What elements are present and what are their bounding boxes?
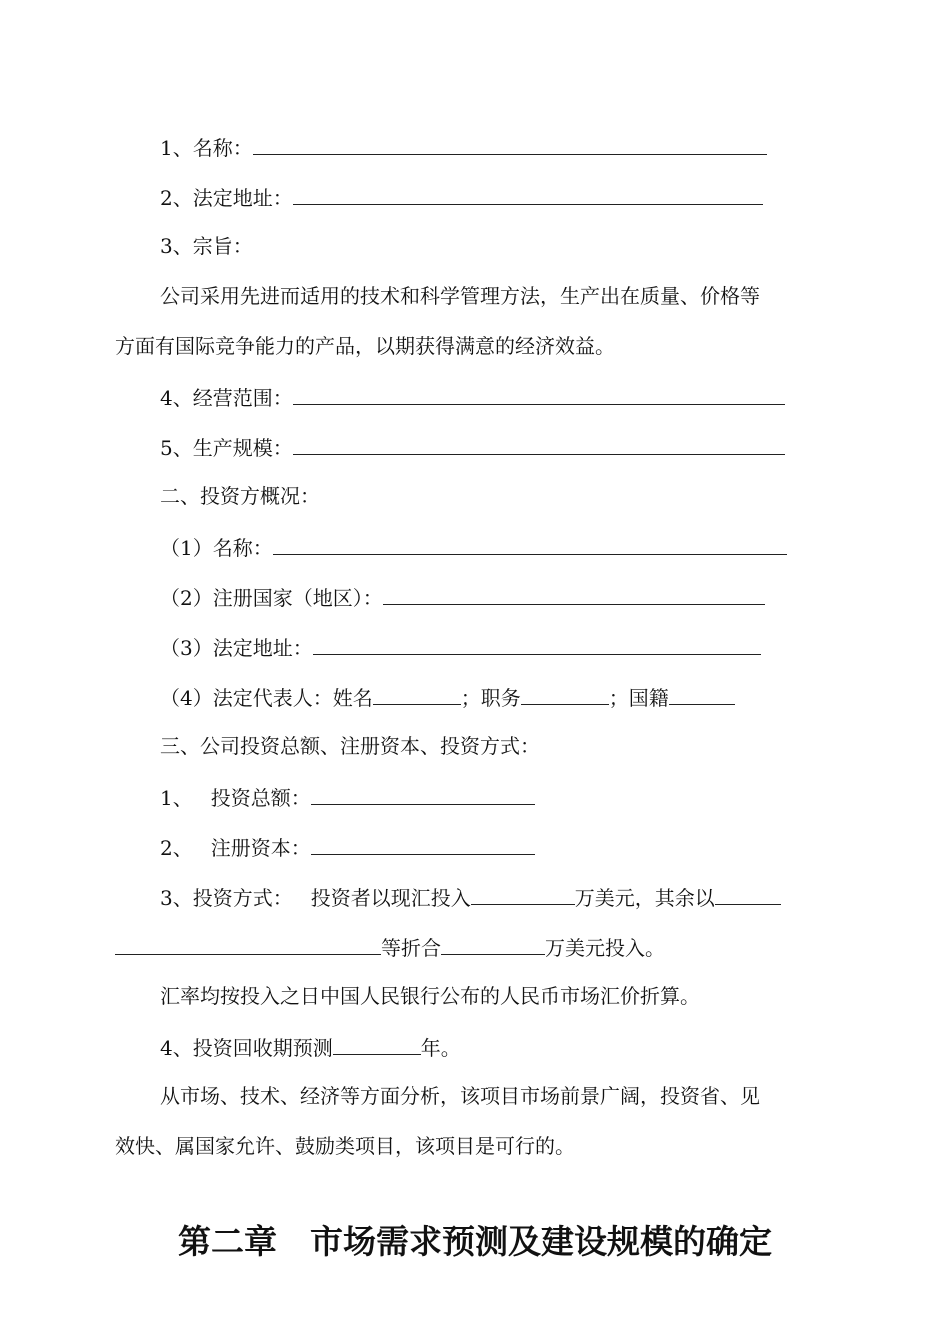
item-purpose: 3、宗旨：: [160, 234, 253, 258]
investment-method-line-2: 等折合 万美元投入。: [115, 934, 665, 960]
item-business-scope: 4、经营范围：: [160, 384, 785, 410]
investor-country-blank: [383, 584, 765, 605]
investor-name: （1）名称：: [160, 534, 787, 560]
registered-capital-blank: [311, 834, 535, 855]
investment-total: 1、 投资总额：: [160, 784, 535, 810]
rep-nationality-blank: [669, 684, 735, 705]
other-form-blank-cont: [115, 934, 381, 955]
investment-method-line-1: 3、投资方式： 投资者以现汇投入 万美元，其余以: [160, 884, 781, 910]
investor-address-blank: [313, 634, 761, 655]
payback-period: 4、投资回收期预测 年。: [160, 1036, 461, 1060]
other-form-blank: [715, 884, 781, 905]
item-name: 1、名称：: [160, 134, 767, 160]
cash-amount-blank: [471, 884, 575, 905]
investor-representative: （4）法定代表人：姓名 ；职务 ；国籍: [160, 684, 735, 710]
conclusion-line-1: 从市场、技术、经济等方面分析，该项目市场前景广阔，投资省、见: [160, 1084, 760, 1108]
exchange-rate-note: 汇率均按投入之日中国人民银行公布的人民币市场汇价折算。: [160, 984, 700, 1008]
investor-address: （3）法定地址：: [160, 634, 761, 660]
total-investment-blank: [311, 784, 535, 805]
name-blank: [253, 134, 767, 155]
chapter-title: 第二章 市场需求预测及建设规模的确定: [178, 1222, 772, 1261]
item-legal-address: 2、法定地址：: [160, 184, 763, 210]
item-production-scale: 5、生产规模：: [160, 434, 785, 460]
investor-name-blank: [273, 534, 787, 555]
rep-position-blank: [521, 684, 609, 705]
investment-heading: 三、公司投资总额、注册资本、投资方式：: [160, 734, 540, 758]
production-scale-blank: [293, 434, 785, 455]
conclusion-line-2: 效快、属国家允许、鼓励类项目，该项目是可行的。: [115, 1134, 575, 1158]
investor-country: （2）注册国家（地区）：: [160, 584, 765, 610]
legal-address-blank: [293, 184, 763, 205]
equivalent-amount-blank: [441, 934, 545, 955]
purpose-text-line-2: 方面有国际竞争能力的产品，以期获得满意的经济效益。: [115, 334, 615, 358]
investor-heading: 二、投资方概况：: [160, 484, 320, 508]
rep-name-blank: [373, 684, 461, 705]
purpose-text-line-1: 公司采用先进而适用的技术和科学管理方法，生产出在质量、价格等: [160, 284, 760, 308]
registered-capital: 2、 注册资本：: [160, 834, 535, 860]
payback-years-blank: [333, 1034, 421, 1055]
business-scope-blank: [293, 384, 785, 405]
